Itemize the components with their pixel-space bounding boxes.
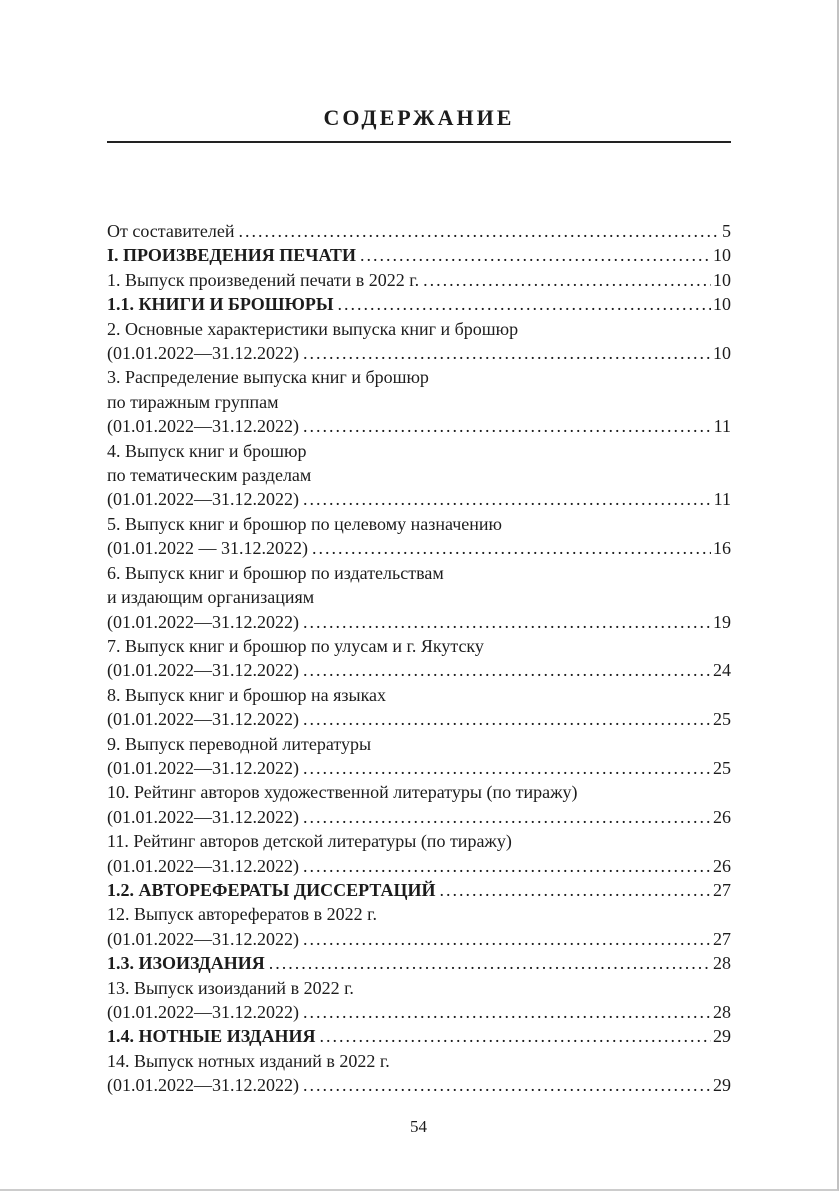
toc-entry-page: 28: [713, 1002, 731, 1022]
toc-entry-line: 9. Выпуск переводной литературы: [107, 733, 372, 754]
toc-entry-page: 28: [713, 953, 731, 974]
toc-entry-page: 19: [713, 611, 731, 632]
toc-entry-last-line: [107, 951, 731, 975]
toc-entry-text: 1.2. АВТОРЕФЕРАТЫ ДИССЕРТАЦИЙ: [107, 879, 436, 900]
toc-entry-line: по тиражным группам: [107, 391, 279, 412]
toc-entry-line: по тематическим разделам: [107, 465, 312, 486]
toc-entry: [107, 683, 731, 732]
toc-entry-last-line: [107, 805, 731, 829]
toc-entry-page: 5: [722, 221, 731, 241]
toc-dot-leader: [303, 927, 711, 951]
toc-entry-page: 27: [713, 879, 731, 900]
toc-entry-line: 5. Выпуск книг и брошюр по целевому назначению: [107, 513, 502, 534]
toc-entry-page: 11: [713, 416, 731, 437]
toc-entry-last-line: [107, 927, 731, 951]
toc-entry-text: 1.4. НОТНЫЕ ИЗДАНИЯ: [107, 1026, 316, 1047]
toc-entry-page: 10: [713, 269, 731, 290]
toc-dot-leader: [303, 341, 711, 365]
toc-entry-text: (01.01.2022—31.12.2022): [107, 416, 299, 437]
toc-entry-last-line: [107, 1000, 731, 1024]
toc-dot-leader: [303, 756, 711, 780]
toc-entry-page: 27: [713, 928, 731, 949]
toc-entry-line: 7. Выпуск книг и брошюр по улусам и г. Якутску: [107, 635, 484, 656]
toc-entry: [107, 219, 731, 243]
toc-entry-line: 2. Основные характеристики выпуска книг и брошюр: [107, 318, 519, 339]
toc-entry-text: (01.01.2022—31.12.2022): [107, 611, 299, 632]
toc-dot-leader: [423, 268, 711, 292]
toc-entry-text: (01.01.2022 — 31.12.2022): [107, 538, 308, 559]
toc-entry-text: 1.1. КНИГИ И БРОШЮРЫ: [107, 294, 334, 315]
toc-entry-text: 1. Выпуск произведений печати в 2022 г.: [107, 269, 420, 290]
toc-entry-line: 12. Выпуск авторефератов в 2022 г.: [107, 904, 377, 925]
toc-entry-last-line: [107, 219, 731, 243]
toc-dot-leader: [360, 243, 711, 267]
toc-entry: [107, 878, 731, 902]
toc-entry-page: 16: [713, 538, 731, 559]
toc-entry-last-line: [107, 854, 731, 878]
toc-entry-last-line: [107, 658, 731, 682]
toc-entry-last-line: [107, 756, 731, 780]
toc-entry-last-line: [107, 878, 731, 902]
toc-entry-page: 29: [713, 1026, 731, 1047]
toc-dot-leader: [303, 707, 711, 731]
toc-entry-text: 1.3. ИЗОИЗДАНИЯ: [107, 953, 265, 974]
toc-dot-leader: [303, 487, 712, 511]
toc-entry-text: (01.01.2022—31.12.2022): [107, 343, 299, 364]
toc-entry-text: (01.01.2022—31.12.2022): [107, 757, 299, 778]
toc-entry-text: (01.01.2022—31.12.2022): [107, 928, 299, 949]
toc-dot-leader: [303, 854, 711, 878]
toc-entry: [107, 829, 731, 878]
toc-dot-leader: [303, 805, 711, 829]
toc-entry: [107, 512, 731, 561]
toc-entry-page: 26: [713, 855, 731, 876]
toc-entry-last-line: [107, 1024, 731, 1048]
toc-dot-leader: [303, 1073, 711, 1097]
toc-entry-line: 11. Рейтинг авторов детской литературы (по тиражу): [107, 831, 512, 852]
toc-entry-page: 10: [713, 294, 731, 315]
toc-entry-page: 10: [713, 245, 731, 266]
toc-entry: [107, 1049, 731, 1098]
toc-entry-last-line: [107, 292, 731, 316]
toc-entry: [107, 243, 731, 267]
toc-entry: [107, 439, 731, 512]
toc-entry: [107, 976, 731, 1025]
toc-entry-last-line: [107, 487, 731, 511]
toc-entry-page: 29: [713, 1075, 731, 1096]
toc-dot-leader: [303, 414, 712, 438]
toc-entry-text: (01.01.2022—31.12.2022): [107, 1075, 299, 1096]
toc-entry-line: 6. Выпуск книг и брошюр по издательствам: [107, 562, 444, 583]
toc-entry: [107, 561, 731, 634]
toc-dot-leader: [319, 1024, 711, 1048]
toc-entry-page: 25: [713, 757, 731, 778]
toc-entry: [107, 1024, 731, 1048]
toc-entry: [107, 902, 731, 951]
toc-entry-page: 25: [713, 709, 731, 730]
toc-entry-line: 10. Рейтинг авторов художественной литературы (по тиражу): [107, 782, 578, 803]
toc-entry-line: 3. Распределение выпуска книг и брошюр: [107, 367, 429, 388]
toc-dot-leader: [303, 610, 711, 634]
title-divider: [107, 141, 731, 143]
toc-entry-last-line: [107, 536, 731, 560]
toc-entry: [107, 292, 731, 316]
toc-entry: [107, 268, 731, 292]
toc-entry-page: 10: [713, 343, 731, 364]
toc-entry-last-line: [107, 243, 731, 267]
toc-entry-text: (01.01.2022—31.12.2022): [107, 806, 299, 827]
toc-dot-leader: [440, 878, 711, 902]
toc-dot-leader: [303, 1000, 711, 1024]
toc-entry-page: 11: [713, 489, 731, 510]
toc-entry-text: (01.01.2022—31.12.2022): [107, 709, 299, 730]
toc-entry-text: (01.01.2022—31.12.2022): [107, 1002, 299, 1022]
toc-entry-last-line: [107, 707, 731, 731]
toc-entry-text: (01.01.2022—31.12.2022): [107, 660, 299, 681]
page-content: [107, 0, 731, 1098]
toc-entry: [107, 732, 731, 781]
toc-entry: [107, 780, 731, 829]
toc-dot-leader: [238, 219, 720, 243]
toc-entry: [107, 317, 731, 366]
toc-entry-text: (01.01.2022—31.12.2022): [107, 855, 299, 876]
toc-entry-line: 4. Выпуск книг и брошюр: [107, 440, 307, 461]
toc-entry-last-line: [107, 414, 731, 438]
toc-dot-leader: [312, 536, 711, 560]
toc-entry-text: I. ПРОИЗВЕДЕНИЯ ПЕЧАТИ: [107, 245, 356, 266]
toc-dot-leader: [269, 951, 711, 975]
toc-dot-leader: [338, 292, 711, 316]
toc-entry-text: (01.01.2022—31.12.2022): [107, 489, 299, 510]
toc-entry-text: От составителей: [107, 221, 235, 241]
toc-entry-last-line: [107, 341, 731, 365]
toc-entry-last-line: [107, 610, 731, 634]
toc-entry: [107, 951, 731, 975]
toc-entry-last-line: [107, 1073, 731, 1097]
toc-entry-line: 8. Выпуск книг и брошюр на языках: [107, 684, 387, 705]
toc-entry: [107, 365, 731, 438]
toc-entry-page: 26: [713, 806, 731, 827]
toc-entry: [107, 634, 731, 683]
toc-entry-line: 14. Выпуск нотных изданий в 2022 г.: [107, 1050, 390, 1071]
footer-page-number: 54: [410, 1117, 427, 1136]
toc-list: [107, 219, 731, 1098]
toc-entry-page: 24: [713, 660, 731, 681]
toc-entry-last-line: [107, 268, 731, 292]
toc-entry-line: 13. Выпуск изоизданий в 2022 г.: [107, 977, 354, 998]
toc-entry-line: и издающим организациям: [107, 587, 315, 608]
toc-dot-leader: [303, 658, 711, 682]
page-title: СОДЕРЖАНИЕ: [323, 105, 515, 130]
